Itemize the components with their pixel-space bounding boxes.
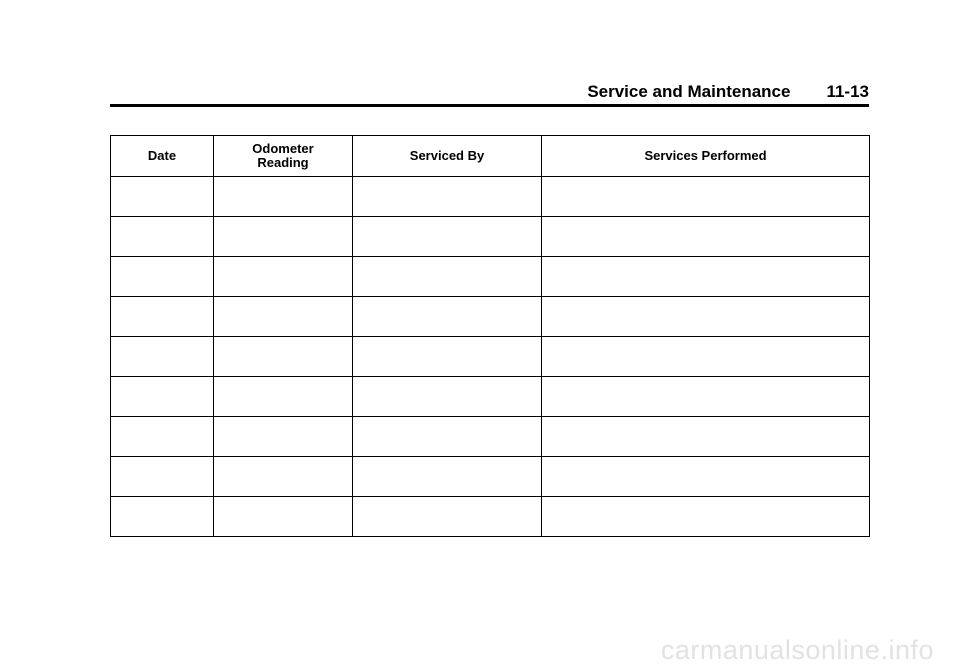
odometer-cell [214,257,353,297]
services-performed-cell [542,457,870,497]
date-cell [111,497,214,537]
date-cell [111,457,214,497]
odometer-cell [214,337,353,377]
odometer-cell [214,217,353,257]
date-cell [111,297,214,337]
table-row [111,257,870,297]
column-header-date: Date [111,136,214,177]
odometer-cell [214,417,353,457]
serviced-by-cell [353,177,542,217]
table-row [111,417,870,457]
date-cell [111,337,214,377]
serviced-by-cell [353,217,542,257]
serviced-by-cell [353,257,542,297]
odometer-cell [214,497,353,537]
date-cell [111,257,214,297]
column-header-services-performed: Services Performed [542,136,870,177]
table-row [111,297,870,337]
table-row [111,217,870,257]
column-header-serviced-by: Serviced By [353,136,542,177]
table-row [111,497,870,537]
header-rule [110,104,869,107]
table-row [111,337,870,377]
page-number: 11-13 [826,82,869,101]
table-row [111,377,870,417]
services-performed-cell [542,497,870,537]
services-performed-cell [542,337,870,377]
odometer-cell [214,377,353,417]
serviced-by-cell [353,457,542,497]
table-body [111,177,870,537]
services-performed-cell [542,257,870,297]
section-title: Service and Maintenance [587,82,791,101]
table-row [111,457,870,497]
date-cell [111,177,214,217]
column-header-odometer-reading: Odometer Reading [214,136,353,177]
table-header-row [111,136,870,177]
serviced-by-cell [353,417,542,457]
odometer-cell [214,297,353,337]
table-row [111,177,870,217]
page-header [110,81,869,103]
date-cell [111,217,214,257]
services-performed-cell [542,417,870,457]
services-performed-cell [542,217,870,257]
maintenance-record-table [110,135,870,537]
watermark: carmanualsonline.info [660,635,934,665]
serviced-by-cell [353,337,542,377]
odometer-cell [214,457,353,497]
services-performed-cell [542,177,870,217]
serviced-by-cell [353,297,542,337]
services-performed-cell [542,377,870,417]
date-cell [111,417,214,457]
services-performed-cell [542,297,870,337]
odometer-cell [214,177,353,217]
serviced-by-cell [353,377,542,417]
date-cell [111,377,214,417]
serviced-by-cell [353,497,542,537]
